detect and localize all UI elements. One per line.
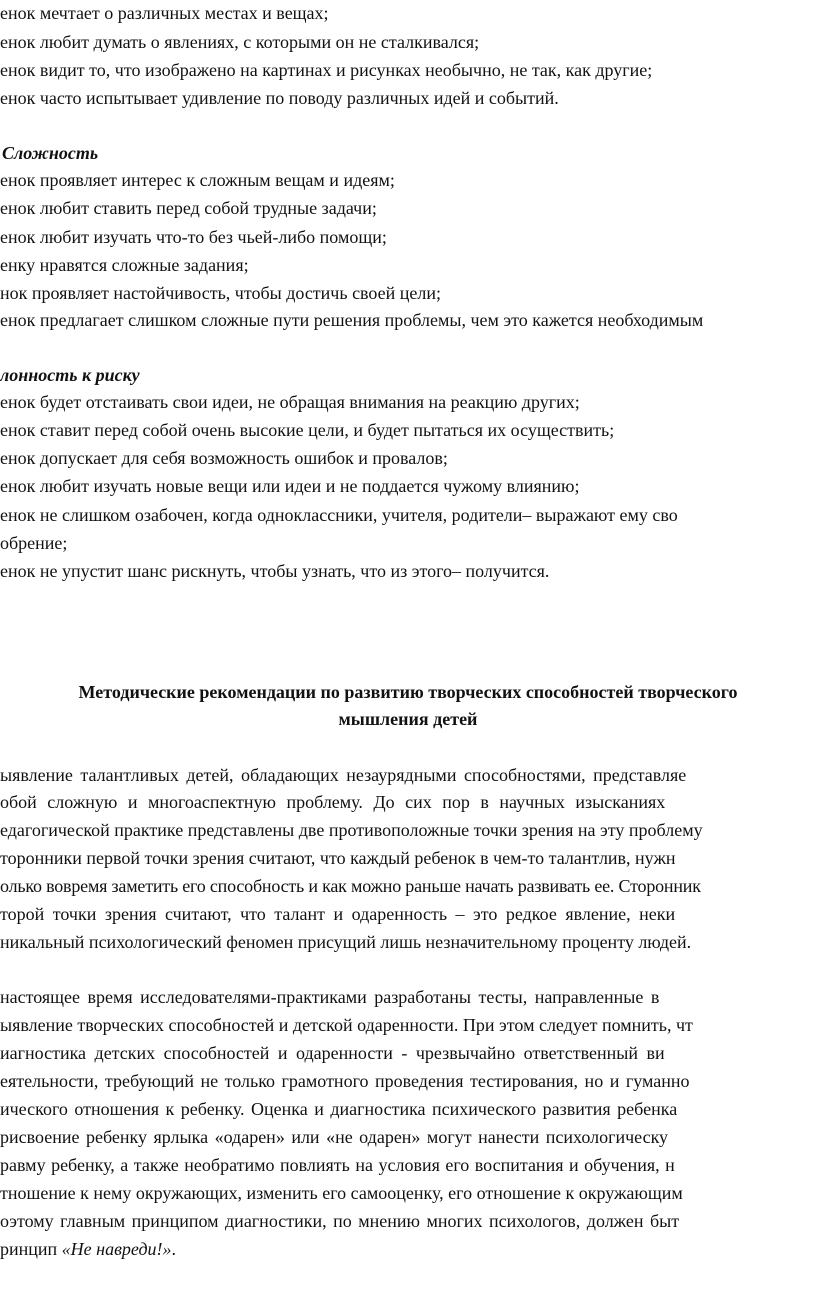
section-heading: Сложность	[2, 143, 99, 163]
list-item: енок любит изучать новые вещи или идеи и не поддается чужому влиянию;	[0, 476, 580, 496]
list-item: енок любит ставить перед собой трудные задачи;	[0, 198, 377, 218]
paragraph-line: торонники первой точки зрения считают, что каждый ребенок в чем-то талантлив, нужн	[0, 848, 676, 868]
paragraph-line: рисвоение ребенку ярлыка «одарен» или «не одарен» могут нанести психологическу	[0, 1127, 669, 1147]
page-title-continued: мышления детей	[338, 709, 478, 729]
list-item: енок предлагает слишком сложные пути решения проблемы, чем это кажется необходимым	[0, 310, 704, 330]
paragraph-line: ыявление талантливых детей, обладающих незаурядными способностями, представляе	[0, 765, 687, 785]
list-item: енок не слишком озабочен, когда одноклассники, учителя, родители– выражают ему сво	[0, 505, 678, 525]
paragraph-line: настоящее время исследователями-практиками разработаны тесты, направленные в	[0, 987, 660, 1007]
list-item: енок видит то, что изображено на картинах и рисунках необычно, не так, как другие;	[0, 60, 653, 80]
paragraph-line: ического отношения к ребенку. Оценка и диагностика психического развития ребенка	[0, 1099, 678, 1119]
list-item: енок ставит перед собой очень высокие цели, и будет пытаться их осуществить;	[0, 420, 615, 440]
closing-line	[0, 1238, 176, 1260]
list-item: енок допускает для себя возможность ошибок и провалов;	[0, 448, 448, 468]
paragraph-line: еятельности, требующий не только грамотного проведения тестирования, но и гуманно	[0, 1071, 690, 1091]
section-heading: лонность к риску	[0, 365, 140, 385]
page-title: Методические рекомендации по развитию творческих способностей творческого	[78, 682, 738, 702]
list-item: енок любит думать о явлениях, с которыми он не сталкивался;	[0, 32, 480, 52]
paragraph-line: торой точки зрения считают, что талант и одаренность – это редкое явление, неки	[0, 904, 676, 924]
list-item: енок будет отстаивать свои идеи, не обращая внимания на реакцию других;	[0, 392, 580, 412]
paragraph-line: едагогической практике представлены две противоположные точки зрения на эту проблему	[0, 820, 703, 840]
paragraph-line: олько вовремя заметить его способность и как можно раньше начать развивать ее. Сторонник	[0, 876, 701, 896]
paragraph-line: иагностика детских способностей и одаренности - чрезвычайно ответственный ви	[0, 1043, 665, 1063]
list-item: енок любит изучать что-то без чьей-либо помощи;	[0, 227, 387, 247]
paragraph-line: обой сложную и многоаспектную проблему. До сих пор в научных изысканиях	[0, 792, 666, 812]
closing-prefix: ринцип	[0, 1239, 62, 1259]
paragraph-line: ыявление творческих способностей и детской одаренности. При этом следует помнить, чт	[0, 1015, 693, 1035]
paragraph-line: тношение к нему окружающих, изменить его самооценку, его отношение к окружающим	[0, 1183, 683, 1203]
paragraph-line: никальный психологический феномен присущий лишь незначительному проценту людей.	[0, 932, 692, 952]
list-item: енку нравятся сложные задания;	[0, 255, 249, 275]
closing-quote: «Не навреди!»	[61, 1239, 172, 1259]
list-item: обрение;	[0, 533, 68, 553]
paragraph-line: равму ребенку, а также необратимо повлиять на условия его воспитания и обучения, н	[0, 1155, 675, 1175]
list-item: енок мечтает о различных местах и вещах;	[0, 3, 329, 23]
list-item: нок проявляет настойчивость, чтобы достичь своей цели;	[0, 283, 442, 303]
closing-suffix: .	[171, 1239, 177, 1259]
list-item: енок не упустит шанс рискнуть, чтобы узнать, что из этого– получится.	[0, 561, 550, 581]
paragraph-line: оэтому главным принципом диагностики, по мнению многих психологов, должен быт	[0, 1211, 680, 1231]
list-item: енок проявляет интерес к сложным вещам и идеям;	[0, 170, 395, 190]
list-item: енок часто испытывает удивление по поводу различных идей и событий.	[0, 88, 559, 108]
